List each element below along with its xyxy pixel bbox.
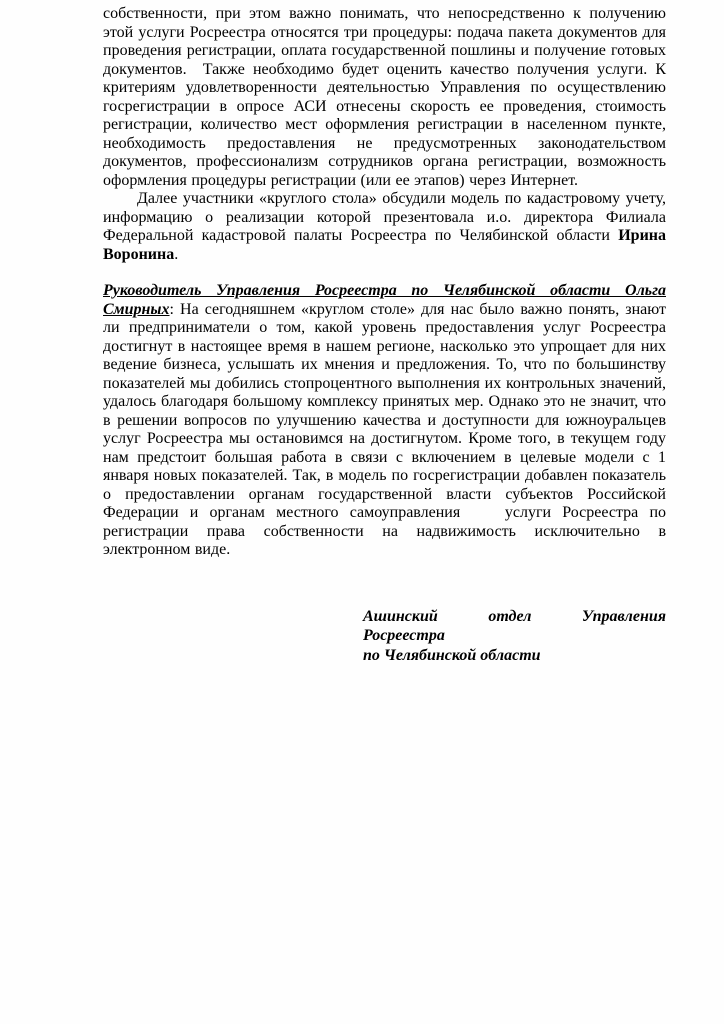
- paragraph-3-speaker-heading: Руководитель Управления Росреестра по Челябинской области Ольга Смирных: [103, 282, 666, 318]
- paragraph-2-person-name: Ирина Воронина: [103, 227, 666, 263]
- paragraph-2-lead: Далее участники «круглого стола» обсудили модель по кадастровому учету, информацию о реализации которой презентовала и.о. директора Филиала Федеральной кадастровой палаты Росреестра по Челябинской области: [103, 190, 666, 244]
- body-paragraph-3: [103, 282, 666, 560]
- body-paragraph-1: [103, 5, 666, 190]
- paragraph-2-tail: .: [174, 245, 179, 263]
- paragraph-3-body: : На сегодняшнем «круглом столе» для нас было важно понять, знают ли предприниматели о том, какой уровень предоставления услуг Росреестра достигнут в настоящее время в нашем регионе, насколько это упрощает для них ведение бизнеса, услышать их мнения и предложения. То, что по большинству показателей мы добились стопроцентного выполнения их контрольных значений, удалось благодаря большому комплексу принятых мер. Однако это не значит, что в решении вопросов по улучшению качества и доступности для южноуральцев услуг Росреестра мы остановимся на достигнутом. Кроме того, в текущем году нам предстоит большая работа в связи с включением в целевые модели с 1 января новых показателей. Так, в модель по госрегистрации добавлен показатель о предоставлении органам государственной власти субъектов Российской Федерации и органам местного самоуправления услуги Росреестра по регистрации права собственности на надвижимость исключительно в электронном виде.: [103, 300, 666, 558]
- document-content: [103, 5, 666, 665]
- paragraph-1-text: собственности, при этом важно понимать, что непосредственно к получению этой услуги Росреестра относятся три процедуры: подача пакета документов для проведения регистрации, оплата государственной пошлины и получение готовых документов. Также необходимо будет оценить качество получения услуги. К критериям удовлетворенности деятельностью Управления по осуществлению госрегистрации в опросе АСИ отнесены скорость ее проведения, стоимость регистрации, количество мест оформления регистрации в населенном пункте, необходимость предоставления не предусмотренных законодательством документов, профессионализм сотрудников органа регистрации, возможность оформления процедуры регистрации (или ее этапов) через Интернет.: [103, 5, 666, 189]
- signature-block: [363, 607, 666, 666]
- body-paragraph-2: [103, 190, 666, 264]
- signature-line-3: по Челябинской области: [363, 646, 541, 664]
- signature-line-2: Росреестра: [363, 627, 445, 644]
- signature-line-1: Ашинский отдел Управления: [363, 607, 666, 625]
